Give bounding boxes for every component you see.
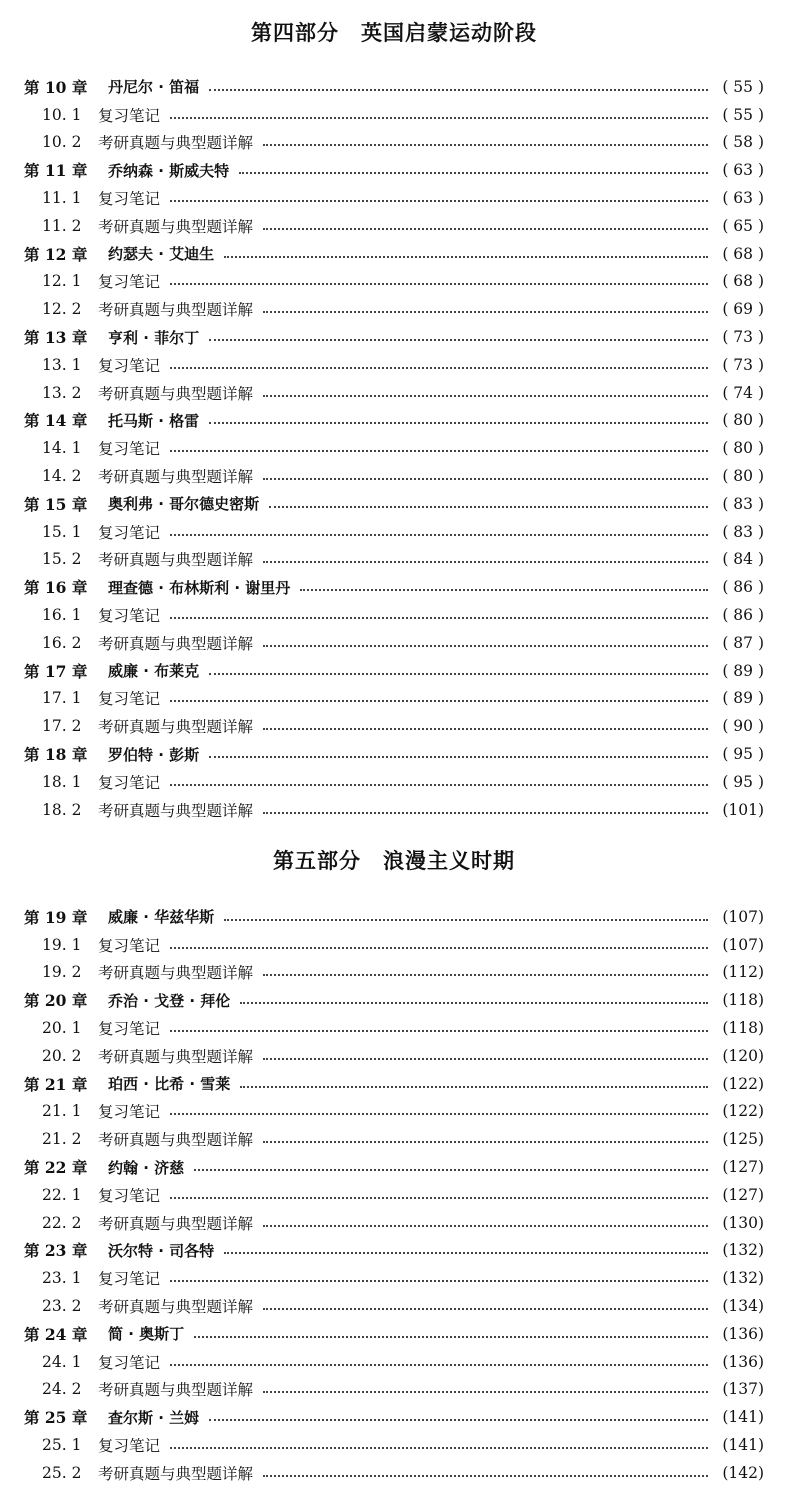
page-number: (136)	[722, 1352, 764, 1371]
section-title: 考研真题与典型题详解	[98, 801, 254, 820]
dot-leader	[209, 422, 708, 424]
page-number: ( 83 )	[722, 494, 764, 513]
dot-leader	[263, 645, 708, 647]
section-title: 复习笔记	[98, 1270, 161, 1289]
chapter-title: 罗伯特 · 彭斯	[108, 745, 200, 764]
page-number: ( 55 )	[722, 77, 764, 96]
dot-leader	[240, 1086, 708, 1088]
page-number: (120)	[722, 1046, 764, 1065]
section-title: 复习笔记	[98, 1186, 161, 1205]
dot-leader	[224, 256, 708, 258]
section-title: 复习笔记	[98, 440, 161, 459]
dot-leader	[263, 728, 708, 730]
section-title: 考研真题与典型题详解	[98, 1381, 254, 1400]
dot-leader	[209, 339, 708, 341]
toc-section-entry[interactable]	[24, 462, 764, 490]
toc-section-entry[interactable]	[24, 434, 764, 462]
section-title: 考研真题与典型题详解	[98, 1298, 254, 1317]
chapter-title: 约瑟夫 · 艾迪生	[108, 245, 215, 264]
section-number: 14. 1	[42, 439, 82, 458]
page-number: ( 74 )	[722, 383, 764, 402]
page-number: ( 80 )	[722, 411, 764, 430]
dot-leader	[170, 450, 708, 452]
page-number: ( 73 )	[722, 355, 764, 374]
page-number: ( 68 )	[722, 244, 764, 263]
toc-chapter-entry[interactable]	[24, 986, 764, 1014]
chapter-number: 第 25 章	[24, 1408, 88, 1428]
section-number: 24. 2	[42, 1380, 82, 1399]
dot-leader	[170, 700, 708, 702]
dot-leader	[263, 311, 708, 313]
section-title: 考研真题与典型题详解	[98, 468, 254, 487]
page-number: (132)	[722, 1269, 764, 1288]
section-title: 考研真题与典型题详解	[98, 634, 254, 653]
dot-leader	[263, 974, 708, 976]
toc-section-entry[interactable]	[24, 1125, 764, 1153]
dot-leader	[170, 1113, 708, 1115]
dot-leader	[170, 784, 708, 786]
toc-section-entry[interactable]	[24, 101, 764, 129]
section-number: 17. 1	[42, 689, 82, 708]
chapter-title: 乔纳森 · 斯威夫特	[108, 161, 230, 180]
section-title: 考研真题与典型题详解	[98, 1131, 254, 1150]
section-title: 复习笔记	[98, 523, 161, 542]
toc-section-entry[interactable]	[24, 796, 764, 824]
chapter-number: 第 15 章	[24, 494, 88, 514]
section-title: 考研真题与典型题详解	[98, 964, 254, 983]
section-title: 考研真题与典型题详解	[98, 217, 254, 236]
toc-section-entry[interactable]	[24, 129, 764, 157]
section-title: 考研真题与典型题详解	[98, 718, 254, 737]
toc-chapter-entry[interactable]	[24, 1403, 764, 1431]
toc-section-entry[interactable]	[24, 1181, 764, 1209]
toc-section-entry[interactable]	[24, 1431, 764, 1459]
toc-section-entry[interactable]	[24, 351, 764, 379]
toc-section-entry[interactable]	[24, 768, 764, 796]
page-number: (107)	[722, 935, 764, 954]
toc-chapter-entry[interactable]	[24, 156, 764, 184]
section-title: 复习笔记	[98, 1103, 161, 1122]
page-number: (118)	[722, 991, 764, 1010]
page-number: (125)	[722, 1130, 764, 1149]
chapter-number: 第 13 章	[24, 328, 88, 348]
section-number: 19. 1	[42, 935, 82, 954]
page-number: (141)	[722, 1436, 764, 1455]
section-number: 23. 2	[42, 1297, 82, 1316]
chapter-title: 丹尼尔 · 笛福	[108, 78, 200, 97]
toc-chapter-entry[interactable]	[24, 657, 764, 685]
toc-list	[24, 73, 764, 824]
toc-chapter-entry[interactable]	[24, 240, 764, 268]
page-number: ( 73 )	[722, 328, 764, 347]
toc-list	[24, 903, 764, 1487]
section-title: 复习笔记	[98, 273, 161, 292]
section-number: 16. 2	[42, 633, 82, 652]
toc-chapter-entry[interactable]	[24, 903, 764, 931]
chapter-title: 约翰 · 济慈	[108, 1158, 185, 1177]
dot-leader	[263, 228, 708, 230]
toc-section-entry[interactable]	[24, 685, 764, 713]
toc-section-entry[interactable]	[24, 379, 764, 407]
page-number: (107)	[722, 907, 764, 926]
section-title: 考研真题与典型题详解	[98, 551, 254, 570]
page-number: ( 89 )	[722, 661, 764, 680]
section-number: 19. 2	[42, 963, 82, 982]
dot-leader	[300, 589, 708, 591]
page-number: ( 63 )	[722, 189, 764, 208]
toc-section-entry[interactable]	[24, 1042, 764, 1070]
toc-chapter-entry[interactable]	[24, 73, 764, 101]
chapter-number: 第 10 章	[24, 77, 88, 97]
page-number: (134)	[722, 1297, 764, 1316]
dot-leader	[239, 172, 708, 174]
chapter-title: 奥利弗 · 哥尔德史密斯	[108, 495, 260, 514]
page-number: (132)	[722, 1241, 764, 1260]
section-number: 16. 1	[42, 606, 82, 625]
section-title: 复习笔记	[98, 356, 161, 375]
section-number: 14. 2	[42, 467, 82, 486]
section-number: 12. 1	[42, 272, 82, 291]
toc-section-entry[interactable]	[24, 1348, 764, 1376]
page-number: (112)	[722, 963, 764, 982]
chapter-title: 威廉 · 布莱克	[108, 662, 200, 681]
chapter-title: 查尔斯 · 兰姆	[108, 1408, 200, 1427]
toc-section-entry[interactable]	[24, 1098, 764, 1126]
dot-leader	[170, 617, 708, 619]
toc-section-entry[interactable]	[24, 212, 764, 240]
page-number: ( 95 )	[722, 772, 764, 791]
chapter-number: 第 12 章	[24, 244, 88, 264]
dot-leader	[240, 1002, 708, 1004]
page-number: ( 95 )	[722, 745, 764, 764]
toc-section-entry[interactable]	[24, 712, 764, 740]
dot-leader	[263, 1308, 708, 1310]
dot-leader	[194, 1336, 708, 1338]
toc-section-entry[interactable]	[24, 1014, 764, 1042]
section-number: 18. 1	[42, 772, 82, 791]
page-number: ( 58 )	[722, 133, 764, 152]
toc-chapter-entry[interactable]	[24, 1320, 764, 1348]
toc-chapter-entry[interactable]	[24, 1153, 764, 1181]
toc-section-entry[interactable]	[24, 1292, 764, 1320]
section-title: 复习笔记	[98, 936, 161, 955]
toc-chapter-entry[interactable]	[24, 1070, 764, 1098]
dot-leader	[263, 1141, 708, 1143]
chapter-number: 第 20 章	[24, 991, 88, 1011]
page-number: ( 89 )	[722, 689, 764, 708]
section-number: 15. 1	[42, 522, 82, 541]
dot-leader	[263, 144, 708, 146]
dot-leader	[209, 756, 708, 758]
toc-section-entry[interactable]	[24, 268, 764, 296]
page-number: (101)	[722, 800, 764, 819]
page-number: ( 63 )	[722, 161, 764, 180]
toc-chapter-entry[interactable]	[24, 740, 764, 768]
dot-leader	[209, 1419, 708, 1421]
page-number: ( 90 )	[722, 717, 764, 736]
chapter-title: 简 · 奥斯丁	[108, 1325, 185, 1344]
section-number: 25. 1	[42, 1436, 82, 1455]
toc-section-entry[interactable]	[24, 629, 764, 657]
section-number: 18. 2	[42, 800, 82, 819]
chapter-title: 托马斯 · 格雷	[108, 411, 200, 430]
dot-leader	[170, 947, 708, 949]
section-number: 22. 2	[42, 1213, 82, 1232]
page-number: (127)	[722, 1185, 764, 1204]
page-number: (118)	[722, 1019, 764, 1038]
page-number: (130)	[722, 1213, 764, 1232]
chapter-title: 亨利 · 菲尔丁	[108, 328, 200, 347]
toc-section-entry[interactable]	[24, 1376, 764, 1404]
section-number: 22. 1	[42, 1185, 82, 1204]
chapter-number: 第 24 章	[24, 1324, 88, 1344]
section-number: 10. 2	[42, 133, 82, 152]
page-number: (122)	[722, 1102, 764, 1121]
page-number: ( 68 )	[722, 272, 764, 291]
page-number: ( 86 )	[722, 606, 764, 625]
dot-leader	[170, 1280, 708, 1282]
chapter-number: 第 11 章	[24, 161, 88, 181]
chapter-number: 第 18 章	[24, 745, 88, 765]
section-number: 13. 2	[42, 383, 82, 402]
section-title: 复习笔记	[98, 1437, 161, 1456]
section-number: 25. 2	[42, 1463, 82, 1482]
section-number: 13. 1	[42, 355, 82, 374]
section-title: 复习笔记	[98, 690, 161, 709]
section-number: 15. 2	[42, 550, 82, 569]
dot-leader	[209, 673, 708, 675]
toc-section-entry[interactable]	[24, 931, 764, 959]
toc-section-entry[interactable]	[24, 518, 764, 546]
dot-leader	[269, 506, 708, 508]
dot-leader	[170, 1030, 708, 1032]
dot-leader	[209, 89, 708, 91]
dot-leader	[263, 478, 708, 480]
section-number: 21. 2	[42, 1130, 82, 1149]
page-number: ( 80 )	[722, 439, 764, 458]
section-title: 考研真题与典型题详解	[98, 134, 254, 153]
section-number: 21. 1	[42, 1102, 82, 1121]
section-number: 23. 1	[42, 1269, 82, 1288]
chapter-number: 第 16 章	[24, 578, 88, 598]
chapter-title: 珀西 · 比希 · 雪莱	[108, 1075, 231, 1094]
page-number: ( 83 )	[722, 522, 764, 541]
toc-chapter-entry[interactable]	[24, 1237, 764, 1265]
page-number: (141)	[722, 1408, 764, 1427]
section-title: 复习笔记	[98, 773, 161, 792]
page-number: ( 69 )	[722, 300, 764, 319]
section-number: 11. 1	[42, 189, 82, 208]
section-title: 复习笔记	[98, 1020, 161, 1039]
dot-leader	[263, 561, 708, 563]
toc-section-entry[interactable]	[24, 1209, 764, 1237]
chapter-number: 第 23 章	[24, 1241, 88, 1261]
chapter-number: 第 17 章	[24, 661, 88, 681]
section-number: 24. 1	[42, 1352, 82, 1371]
chapter-title: 乔治 · 戈登 · 拜伦	[108, 991, 231, 1010]
chapter-title: 威廉 · 华兹华斯	[108, 908, 215, 927]
dot-leader	[263, 1058, 708, 1060]
page-number: ( 86 )	[722, 578, 764, 597]
chapter-number: 第 19 章	[24, 907, 88, 927]
chapter-title: 沃尔特 · 司各特	[108, 1241, 215, 1260]
section-number: 20. 1	[42, 1019, 82, 1038]
toc-section-entry[interactable]	[24, 295, 764, 323]
page-number: ( 80 )	[722, 467, 764, 486]
chapter-number: 第 21 章	[24, 1074, 88, 1094]
part-title: 第四部分 英国启蒙运动阶段	[251, 20, 537, 45]
dot-leader	[224, 1252, 708, 1254]
section-number: 17. 2	[42, 717, 82, 736]
page-number: (137)	[722, 1380, 764, 1399]
section-title: 复习笔记	[98, 106, 161, 125]
chapter-number: 第 14 章	[24, 411, 88, 431]
dot-leader	[170, 367, 708, 369]
toc-chapter-entry[interactable]	[24, 490, 764, 518]
page-number: ( 55 )	[722, 105, 764, 124]
page-number: (142)	[722, 1463, 764, 1482]
section-title: 考研真题与典型题详解	[98, 1214, 254, 1233]
toc-chapter-entry[interactable]	[24, 407, 764, 435]
chapter-number: 第 22 章	[24, 1158, 88, 1178]
dot-leader	[170, 1364, 708, 1366]
page-number: (127)	[722, 1158, 764, 1177]
dot-leader	[170, 200, 708, 202]
toc-section-entry[interactable]	[24, 601, 764, 629]
page-number: (136)	[722, 1324, 764, 1343]
dot-leader	[170, 1447, 708, 1449]
dot-leader	[194, 1169, 708, 1171]
toc-section-entry[interactable]	[24, 546, 764, 574]
dot-leader	[263, 1391, 708, 1393]
dot-leader	[263, 1475, 708, 1477]
dot-leader	[224, 919, 708, 921]
dot-leader	[263, 812, 708, 814]
section-title: 考研真题与典型题详解	[98, 301, 254, 320]
section-title: 复习笔记	[98, 1353, 161, 1372]
part-title: 第五部分 浪漫主义时期	[273, 848, 515, 873]
section-title: 考研真题与典型题详解	[98, 384, 254, 403]
chapter-title: 理查德 · 布林斯利 · 谢里丹	[108, 578, 291, 597]
dot-leader	[170, 534, 708, 536]
toc-chapter-entry[interactable]	[24, 573, 764, 601]
dot-leader	[263, 1225, 708, 1227]
page-number: ( 84 )	[722, 550, 764, 569]
section-number: 11. 2	[42, 216, 82, 235]
dot-leader	[170, 283, 708, 285]
toc-section-entry[interactable]	[24, 1264, 764, 1292]
section-number: 12. 2	[42, 300, 82, 319]
page-number: (122)	[722, 1074, 764, 1093]
section-number: 20. 2	[42, 1046, 82, 1065]
section-title: 复习笔记	[98, 607, 161, 626]
toc-section-entry[interactable]	[24, 959, 764, 987]
section-title: 复习笔记	[98, 190, 161, 209]
page-number: ( 87 )	[722, 633, 764, 652]
section-title: 考研真题与典型题详解	[98, 1047, 254, 1066]
dot-leader	[170, 117, 708, 119]
section-title: 考研真题与典型题详解	[98, 1464, 254, 1483]
section-number: 10. 1	[42, 105, 82, 124]
dot-leader	[263, 395, 708, 397]
dot-leader	[170, 1197, 708, 1199]
toc-chapter-entry[interactable]	[24, 323, 764, 351]
page-number: ( 65 )	[722, 216, 764, 235]
toc-section-entry[interactable]	[24, 1459, 764, 1487]
toc-section-entry[interactable]	[24, 184, 764, 212]
